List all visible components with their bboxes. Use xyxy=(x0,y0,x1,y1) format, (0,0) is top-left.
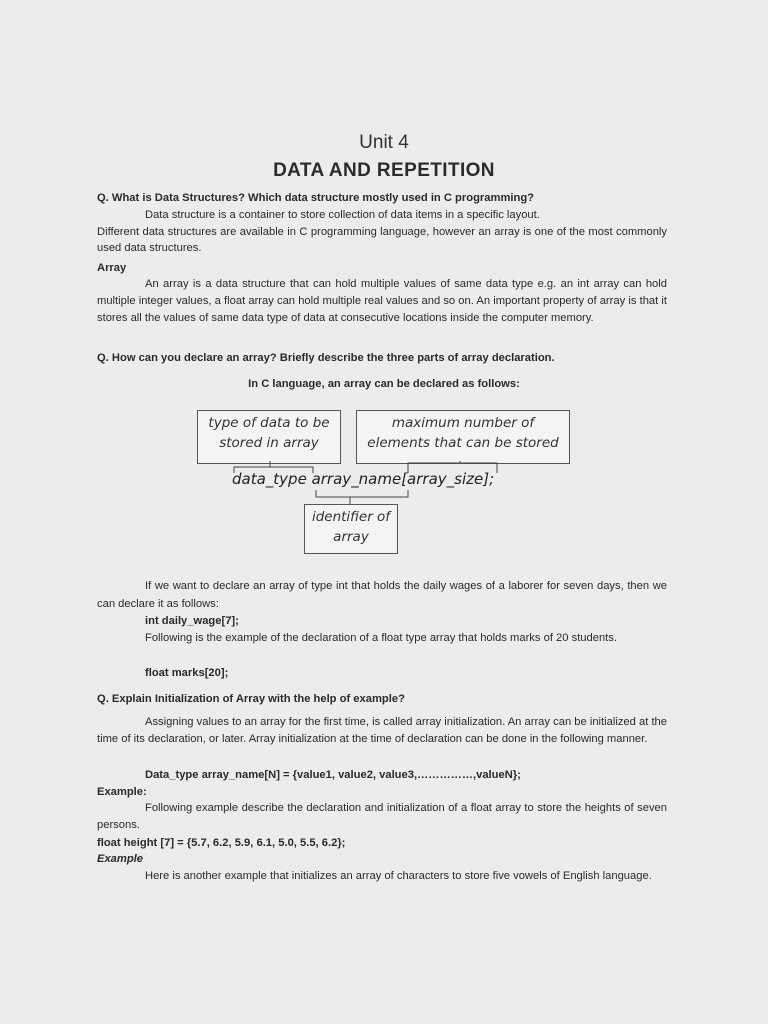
question-3: Q. Explain Initialization of Array with the help of example? xyxy=(97,693,405,705)
array-heading: Array xyxy=(97,262,127,274)
example-2-paragraph: Here is another example that initializes an array of characters to store five vowels of English language. xyxy=(145,870,652,882)
initialization-paragraph: Assigning values to an array for the first time, is called array initialization. An array can be initialized at the time of its declaration, or later. Array initialization at the time of declaration can be done in the following manner. xyxy=(97,716,667,745)
example-label: Example: xyxy=(97,786,147,798)
answer-1-line-1: Data structure is a container to store collection of data items in a specific layout. xyxy=(145,209,540,221)
code-marks: float marks[20]; xyxy=(145,667,229,679)
answer-1-paragraph: Different data structures are available in C programming language, however an array is one of the most commonly used data structures. xyxy=(97,226,667,254)
declaration-intro: In C language, an array can be declared as follows: xyxy=(248,378,520,390)
array-paragraph: An array is a data structure that can hold multiple values of same data type e.g. an int array can hold multiple integer values, a float array can hold multiple real values and so on. An important property of array is that it stores all the values of same data type of data at consecutive locations inside the computer memory. xyxy=(97,278,667,324)
declare-example-paragraph: If we want to declare an array of type int that holds the daily wages of a laborer for seven days, then we can declare it as follows: xyxy=(97,580,667,610)
data-type-box-line-1: type of data to be xyxy=(208,415,330,431)
data-type-box-line-2: stored in array xyxy=(219,435,319,451)
question-1: Q. What is Data Structures? Which data structure mostly used in C programming? xyxy=(97,192,534,204)
example-paragraph: Following example describe the declaration and initialization of a float array to store the heights of seven persons. xyxy=(97,802,667,831)
example-2-label: Example xyxy=(97,853,144,865)
initialization-syntax: Data_type array_name[N] = {value1, value2, value3,……………,valueN}; xyxy=(145,769,521,781)
identifier-box-line-2: array xyxy=(333,529,369,545)
identifier-box-line-1: identifier of xyxy=(311,509,391,525)
code-daily-wage: int daily_wage[7]; xyxy=(145,615,239,627)
array-size-box-line-2: elements that can be stored xyxy=(367,435,559,451)
code-height: float height [7] = {5.7, 6.2, 5.9, 6.1, 5.0, 5.5, 6.2}; xyxy=(97,837,346,849)
question-2: Q. How can you declare an array? Briefly describe the three parts of array declaration. xyxy=(97,352,555,364)
array-size-box-line-1: maximum number of xyxy=(391,415,535,431)
declaration-syntax: data_type array_name[array_size]; xyxy=(232,470,495,488)
page-title: DATA AND REPETITION xyxy=(273,160,495,181)
float-example-paragraph: Following is the example of the declaration of a float type array that holds marks of 20 students. xyxy=(145,632,617,644)
unit-label: Unit 4 xyxy=(359,132,409,153)
